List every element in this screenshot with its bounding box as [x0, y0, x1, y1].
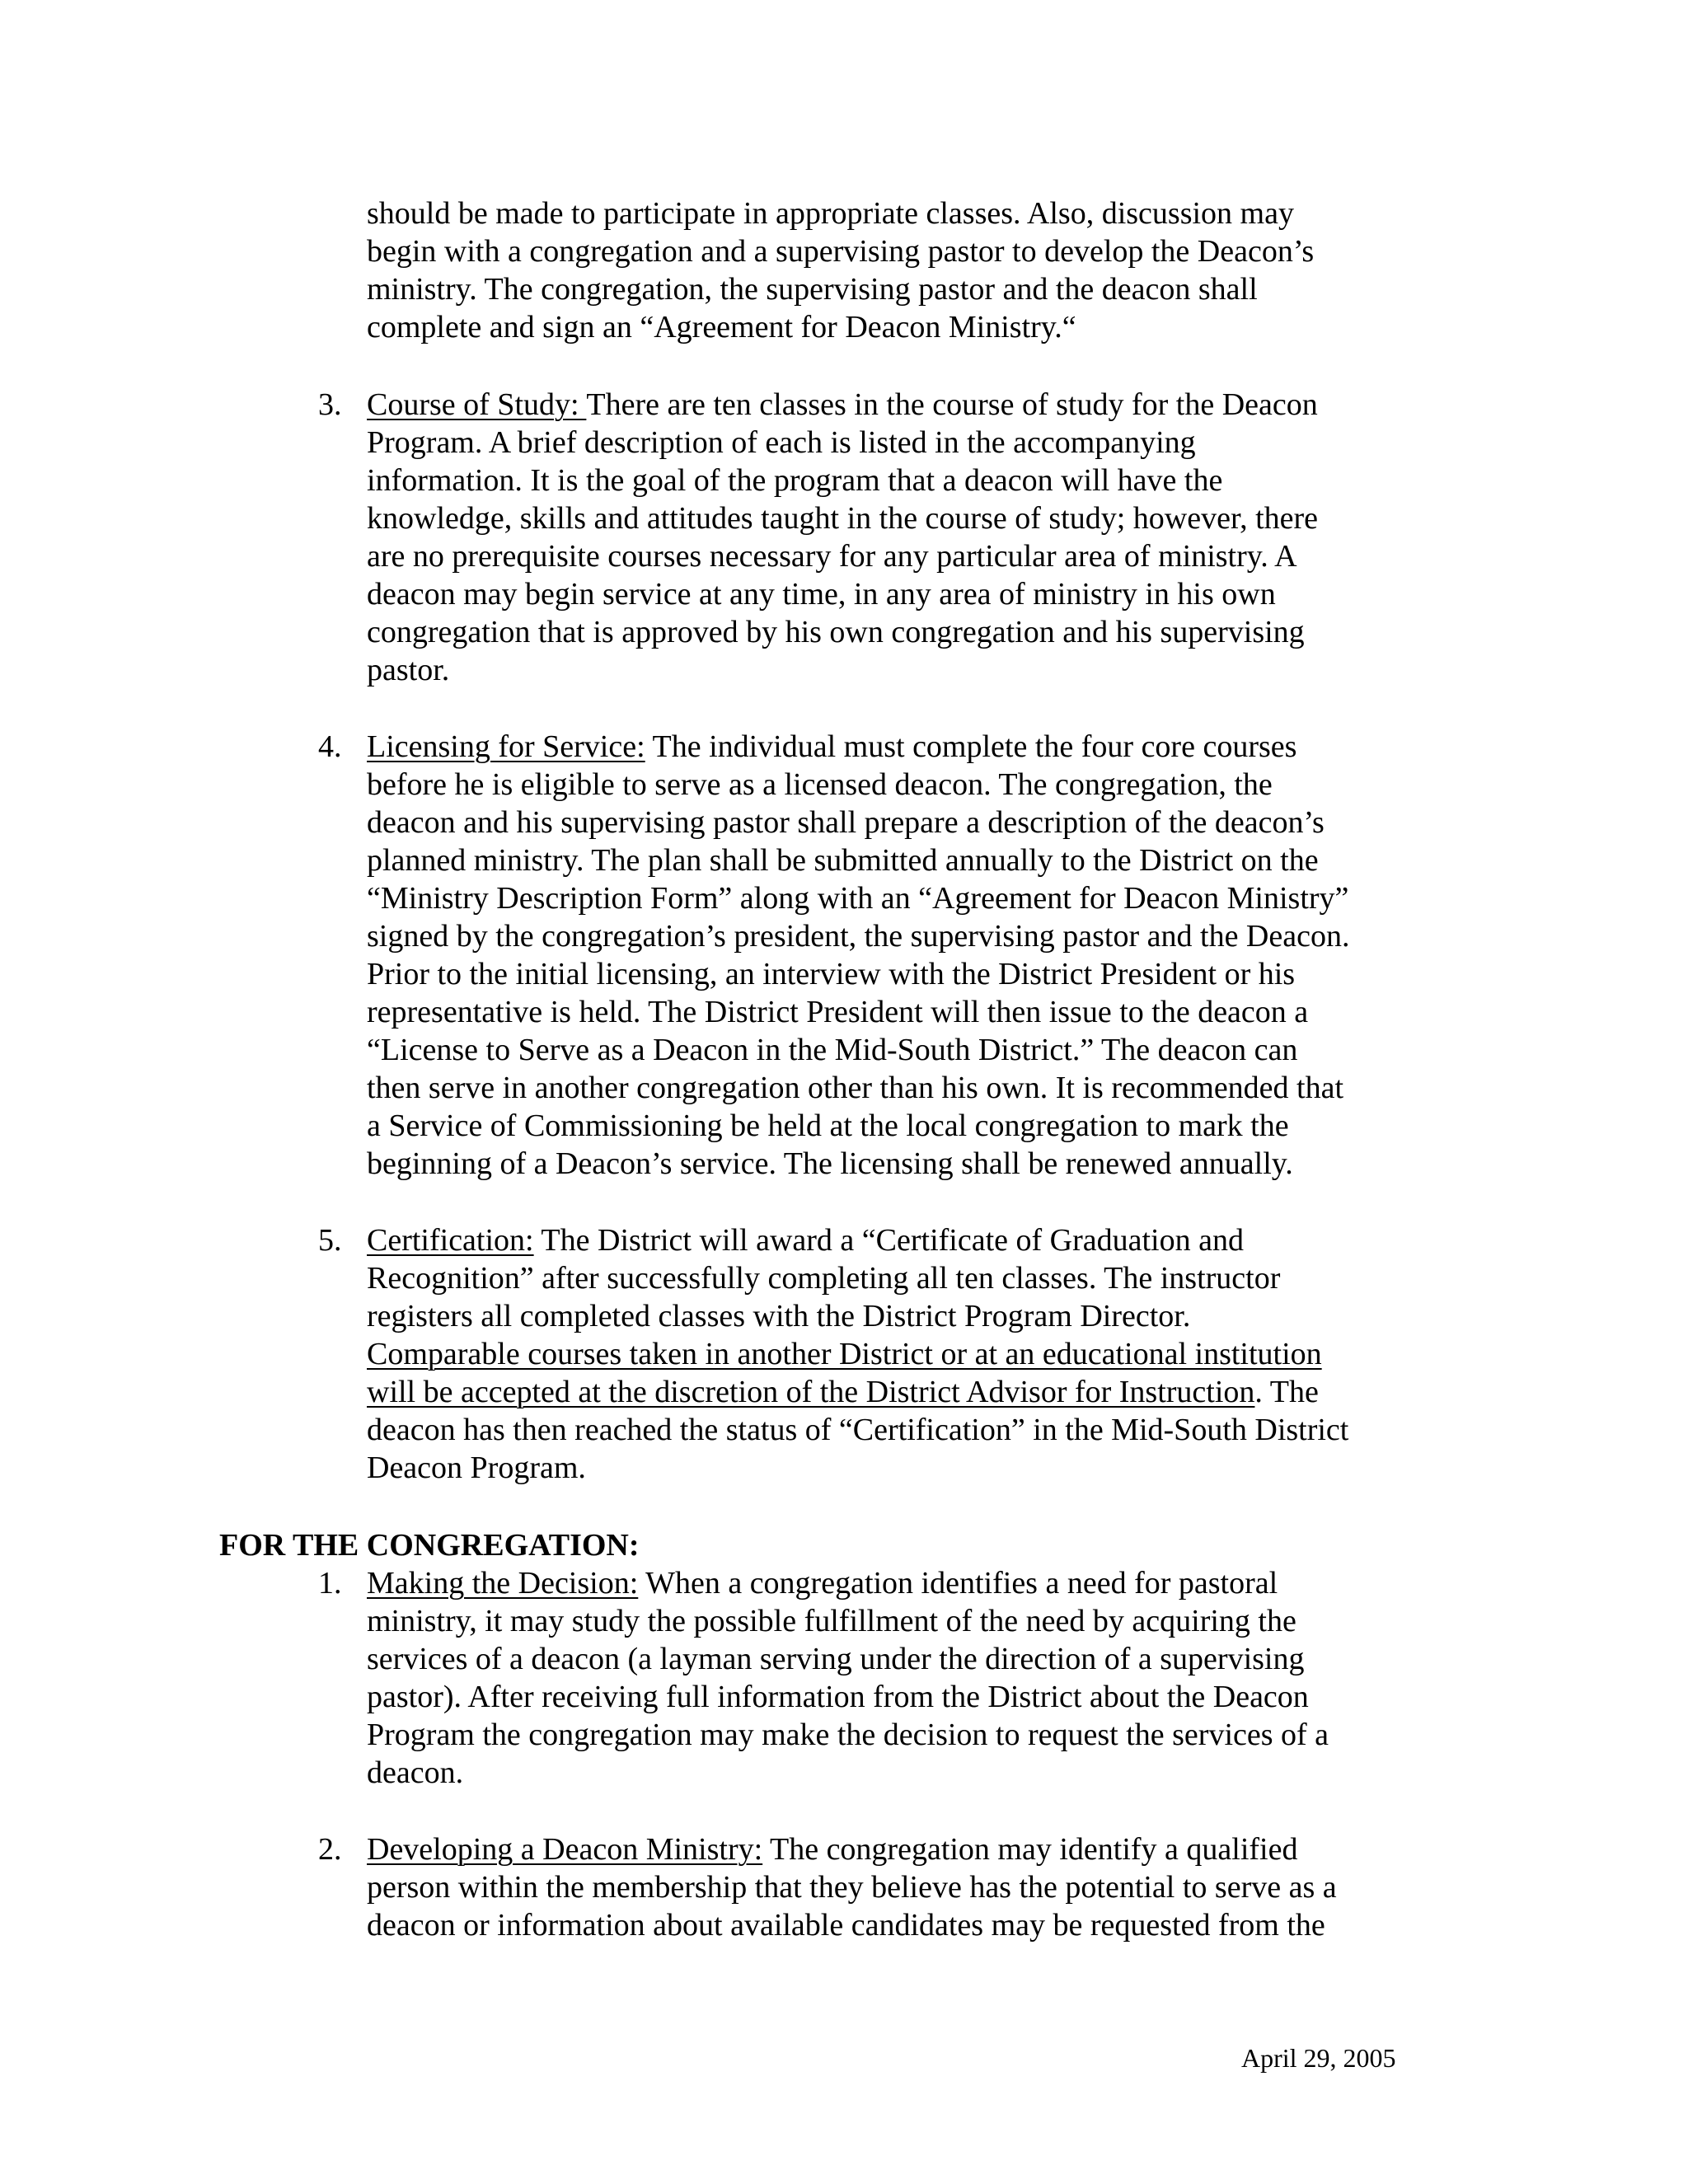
text-line: planned ministry. The plan shall be submitted annually to the District on the	[367, 843, 1319, 878]
text-line: representative is held. The District President will then issue to the deacon a	[367, 995, 1309, 1029]
intro-paragraph	[367, 194, 1455, 346]
text-line: before he is eligible to serve as a licensed deacon. The congregation, the	[367, 767, 1273, 802]
text-line: deacon or information about available candidates may be requested from the	[367, 1908, 1325, 1943]
text-line	[367, 1373, 1455, 1411]
text-line: then serve in another congregation other than his own. It is recommended that	[367, 1071, 1344, 1105]
text-line	[367, 1564, 1455, 1602]
item-number: 3.	[318, 387, 342, 422]
text-line: are no prerequisite courses necessary for any particular area of ministry. A	[367, 539, 1297, 574]
text-line	[367, 386, 1455, 424]
text-line	[367, 1830, 1455, 1868]
text-line: a Service of Commissioning be held at the local congregation to mark the	[367, 1108, 1289, 1143]
text-line: services of a deacon (a layman serving under the direction of a supervising	[367, 1642, 1305, 1676]
text-line: deacon has then reached the status of “Certification” in the Mid-South District	[367, 1413, 1349, 1447]
text-line: should be made to participate in appropriate classes. Also, discussion may	[367, 196, 1294, 231]
text-line: Program the congregation may make the decision to request the services of a	[367, 1718, 1329, 1752]
text-line: pastor.	[367, 653, 450, 687]
item-title: Licensing for Service:	[367, 729, 645, 764]
developing-ministry-paragraph	[367, 1830, 1455, 1944]
item-number: 4.	[318, 729, 342, 764]
text-line: begin with a congregation and a supervising pastor to develop the Deacon’s	[367, 234, 1315, 269]
text-line: ministry, it may study the possible fulfillment of the need by acquiring the	[367, 1604, 1296, 1638]
item-title: Certification:	[367, 1223, 534, 1258]
text-line: beginning of a Deacon’s service. The licensing shall be renewed annually.	[367, 1146, 1293, 1181]
item-title: Developing a Deacon Ministry:	[367, 1832, 763, 1867]
item-title: Course of Study:	[367, 387, 587, 422]
text-line	[367, 1221, 1455, 1259]
text-line: “License to Serve as a Deacon in the Mid-South District.” The deacon can	[367, 1033, 1298, 1067]
text-run: There are ten classes in the course of study for the Deacon	[586, 387, 1318, 422]
text-line: Program. A brief description of each is listed in the accompanying	[367, 425, 1196, 460]
text-line: deacon may begin service at any time, in any area of ministry in his own	[367, 577, 1276, 612]
text-line: Deacon Program.	[367, 1451, 586, 1485]
underlined-text-line: Comparable courses taken in another District or at an educational institution	[367, 1337, 1322, 1371]
text-line: information. It is the goal of the program that a deacon will have the	[367, 463, 1223, 498]
making-decision-paragraph	[367, 1564, 1455, 1792]
text-run: The individual must complete the four core courses	[645, 729, 1297, 764]
item-number: 2.	[318, 1832, 342, 1867]
text-line: ministry. The congregation, the supervising pastor and the deacon shall	[367, 272, 1258, 307]
text-line: Prior to the initial licensing, an interview with the District President or his	[367, 957, 1296, 991]
licensing-paragraph	[367, 728, 1455, 1183]
text-line: Recognition” after successfully completing all ten classes. The instructor	[367, 1261, 1281, 1296]
item-number: 1.	[318, 1566, 342, 1601]
text-line: congregation that is approved by his own congregation and his supervising	[367, 615, 1305, 649]
item-title: Making the Decision:	[367, 1566, 639, 1601]
text-line: deacon and his supervising pastor shall prepare a description of the deacon’s	[367, 805, 1325, 840]
section-heading: FOR THE CONGREGATION:	[219, 1528, 640, 1563]
certification-paragraph	[367, 1221, 1455, 1487]
text-line: registers all completed classes with the District Program Director.	[367, 1299, 1191, 1333]
text-run: The congregation may identify a qualified	[762, 1832, 1298, 1867]
text-line: deacon.	[367, 1755, 464, 1790]
text-line: pastor). After receiving full information from the District about the Deacon	[367, 1680, 1309, 1714]
text-run: The District will award a “Certificate of Graduation and	[533, 1223, 1244, 1258]
text-run: When a congregation identifies a need for pastoral	[638, 1566, 1278, 1601]
text-line: signed by the congregation’s president, the supervising pastor and the Deacon.	[367, 919, 1350, 954]
text-line: complete and sign an “Agreement for Deacon Ministry.“	[367, 310, 1076, 344]
text-line: “Ministry Description Form” along with an “Agreement for Deacon Ministry”	[367, 881, 1349, 916]
text-line	[367, 728, 1455, 766]
underlined-text-run: will be accepted at the discretion of the District Advisor for Instruction	[367, 1375, 1255, 1409]
footer-date: April 29, 2005	[1241, 2043, 1396, 2073]
course-of-study-paragraph	[367, 386, 1455, 689]
item-number: 5.	[318, 1223, 342, 1258]
text-line: knowledge, skills and attitudes taught in the course of study; however, there	[367, 501, 1319, 536]
text-run: . The	[1254, 1375, 1319, 1409]
text-line: person within the membership that they believe has the potential to serve as a	[367, 1870, 1337, 1905]
